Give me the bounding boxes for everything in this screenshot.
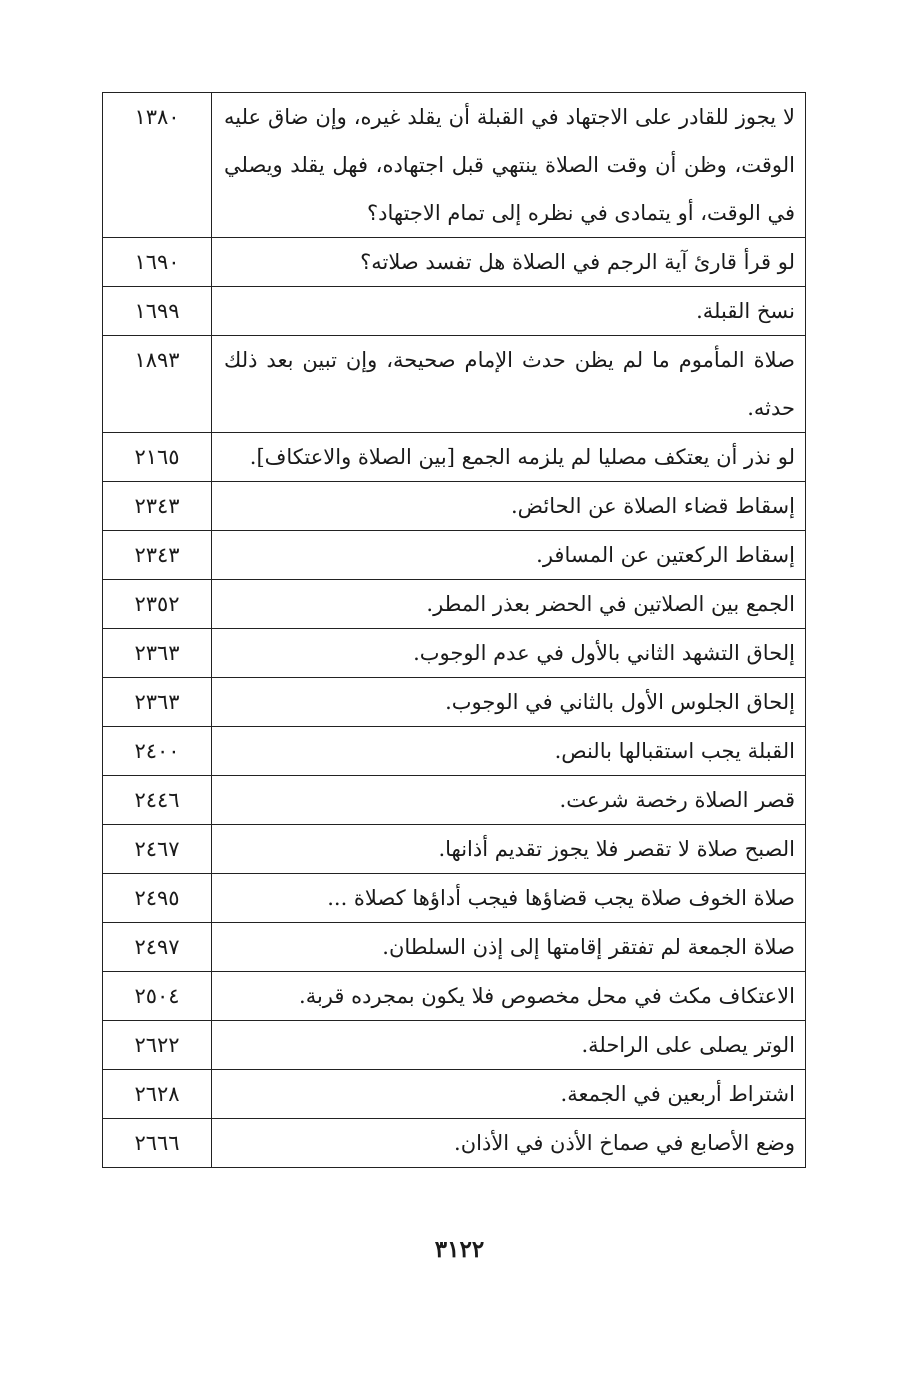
page-number: ٣١٢٢ (434, 1236, 485, 1263)
index-table (102, 92, 806, 1168)
entry-number: ٢٤٩٥ (103, 874, 212, 923)
entry-text: صلاة الخوف صلاة يجب قضاؤها فيجب أداؤها كصلاة ... (212, 874, 806, 923)
table-row (103, 972, 806, 1021)
table-row (103, 1070, 806, 1119)
table-row (103, 1021, 806, 1070)
entry-text: وضع الأصابع في صماخ الأذن في الأذان. (212, 1119, 806, 1168)
entry-text: صلاة الجمعة لم تفتقر إقامتها إلى إذن السلطان. (212, 923, 806, 972)
table-row (103, 874, 806, 923)
table-row (103, 531, 806, 580)
entry-text: إلحاق الجلوس الأول بالثاني في الوجوب. (212, 678, 806, 727)
table-row (103, 678, 806, 727)
entry-text: قصر الصلاة رخصة شرعت. (212, 776, 806, 825)
table-row (103, 238, 806, 287)
entry-text: اشتراط أربعين في الجمعة. (212, 1070, 806, 1119)
index-table-body (103, 93, 806, 1168)
table-row (103, 825, 806, 874)
table-row (103, 93, 806, 238)
table-row (103, 923, 806, 972)
entry-number: ٢٣٤٣ (103, 531, 212, 580)
entry-number: ٢٥٠٤ (103, 972, 212, 1021)
table-row (103, 336, 806, 433)
table-row (103, 1119, 806, 1168)
entry-text: إلحاق التشهد الثاني بالأول في عدم الوجوب. (212, 629, 806, 678)
table-row (103, 580, 806, 629)
table-row (103, 629, 806, 678)
entry-text: الوتر يصلى على الراحلة. (212, 1021, 806, 1070)
entry-number: ١٣٨٠ (103, 93, 212, 238)
entry-text: نسخ القبلة. (212, 287, 806, 336)
entry-number: ٢٣٦٣ (103, 678, 212, 727)
entry-text: الصبح صلاة لا تقصر فلا يجوز تقديم أذانها. (212, 825, 806, 874)
entry-text: إسقاط قضاء الصلاة عن الحائض. (212, 482, 806, 531)
entry-text: صلاة المأموم ما لم يظن حدث الإمام صحيحة، وإن تبين بعد ذلك حدثه. (212, 336, 806, 433)
entry-number: ٢٦٦٦ (103, 1119, 212, 1168)
table-row (103, 287, 806, 336)
entry-text: لو نذر أن يعتكف مصليا لم يلزمه الجمع [بين الصلاة والاعتكاف]. (212, 433, 806, 482)
table-row (103, 776, 806, 825)
entry-number: ٢٣٦٣ (103, 629, 212, 678)
entry-number: ٢٦٢٢ (103, 1021, 212, 1070)
entry-text: القبلة يجب استقبالها بالنص. (212, 727, 806, 776)
entry-text: لو قرأ قارئ آية الرجم في الصلاة هل تفسد صلاته؟ (212, 238, 806, 287)
entry-number: ٢٣٥٢ (103, 580, 212, 629)
entry-text: إسقاط الركعتين عن المسافر. (212, 531, 806, 580)
entry-number: ١٨٩٣ (103, 336, 212, 433)
entry-number: ٢٣٤٣ (103, 482, 212, 531)
entry-number: ٢٤٦٧ (103, 825, 212, 874)
entry-number: ٢١٦٥ (103, 433, 212, 482)
entry-text: لا يجوز للقادر على الاجتهاد في القبلة أن يقلد غيره، وإن ضاق عليه الوقت، وظن أن وقت الصلاة ينتهي قبل اجتهاده، فهل يقلد ويصلي في الوقت، أو يتمادى في نظره إلى تمام الاجتهاد؟ (212, 93, 806, 238)
entry-number: ٢٤٠٠ (103, 727, 212, 776)
entry-text: الاعتكاف مكث في محل مخصوص فلا يكون بمجرده قربة. (212, 972, 806, 1021)
entry-number: ٢٤٤٦ (103, 776, 212, 825)
entry-number: ٢٤٩٧ (103, 923, 212, 972)
entry-text: الجمع بين الصلاتين في الحضر بعذر المطر. (212, 580, 806, 629)
entry-number: ١٦٩٩ (103, 287, 212, 336)
table-row (103, 433, 806, 482)
table-row (103, 482, 806, 531)
table-row (103, 727, 806, 776)
entry-number: ٢٦٢٨ (103, 1070, 212, 1119)
entry-number: ١٦٩٠ (103, 238, 212, 287)
